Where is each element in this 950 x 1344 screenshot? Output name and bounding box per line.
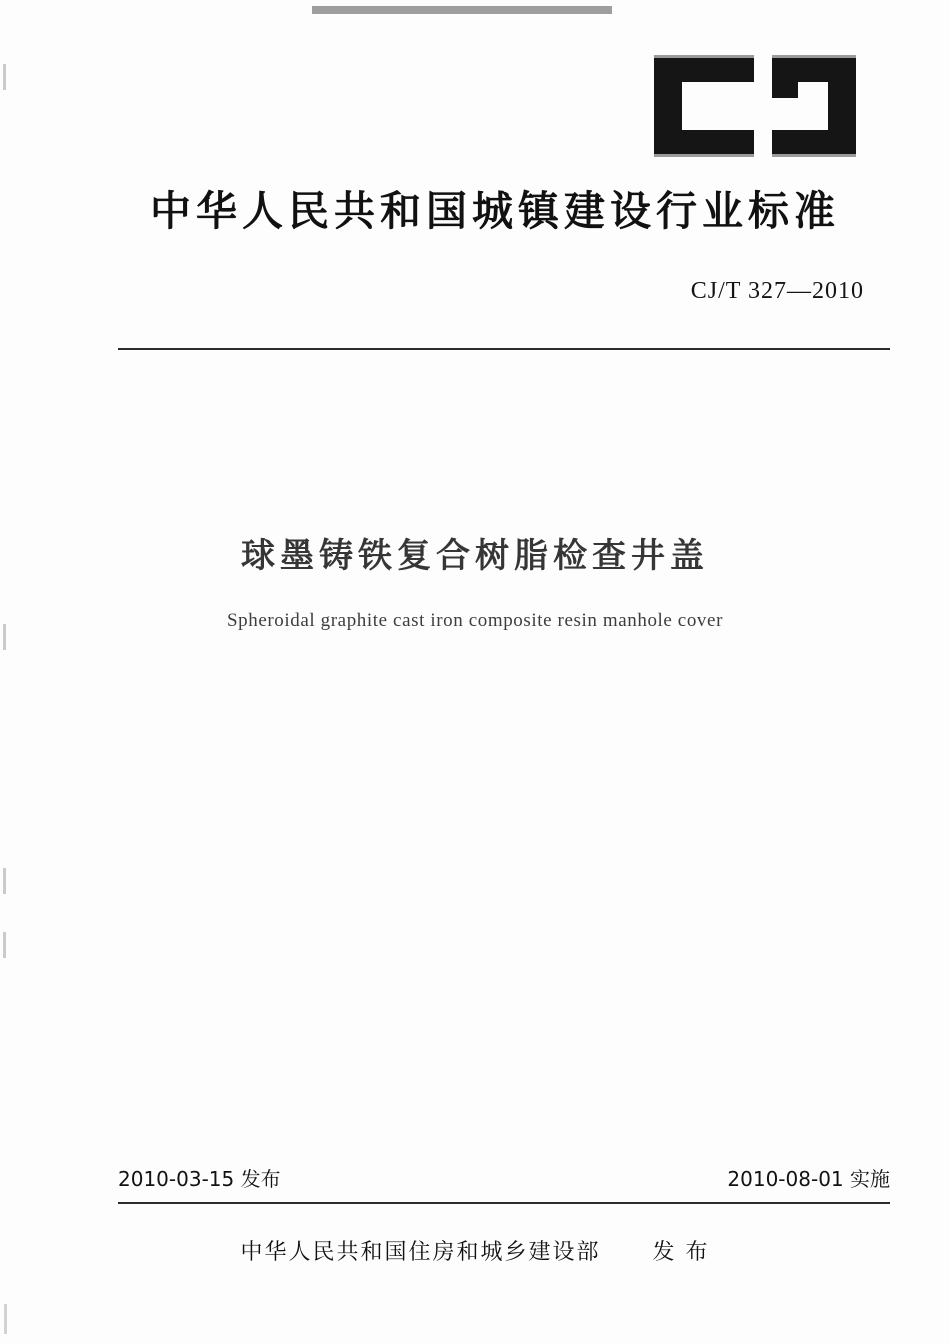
- scan-edge-mark-bottom: [4, 1304, 7, 1334]
- document-title-chinese: 球墨铸铁复合树脂检查井盖: [241, 536, 709, 576]
- scan-edge-mark-left-4: [3, 932, 6, 958]
- publisher-name: 中华人民共和国住房和城乡建设部: [240, 1240, 601, 1265]
- cj-logo-icon: [646, 52, 864, 160]
- publisher-suffix: 发 布: [652, 1240, 710, 1265]
- scan-edge-mark-left-3: [3, 868, 6, 894]
- scan-edge-mark-top: [312, 6, 612, 14]
- issue-date: 2010-03-15 发布: [118, 1167, 281, 1191]
- publisher-line: [0, 1235, 950, 1266]
- page-title: 中华人民共和国城镇建设行业标准: [150, 187, 840, 235]
- divider-bottom: [118, 1202, 890, 1204]
- divider-top: [118, 348, 890, 350]
- effective-date: 2010-08-01 实施: [727, 1167, 890, 1191]
- scan-edge-mark-left-1: [3, 64, 6, 90]
- document-title-english: Spheroidal graphite cast iron composite resin manhole cover: [226, 610, 723, 631]
- standard-code: CJ/T 327—2010: [690, 278, 864, 304]
- date-row: [118, 1163, 890, 1192]
